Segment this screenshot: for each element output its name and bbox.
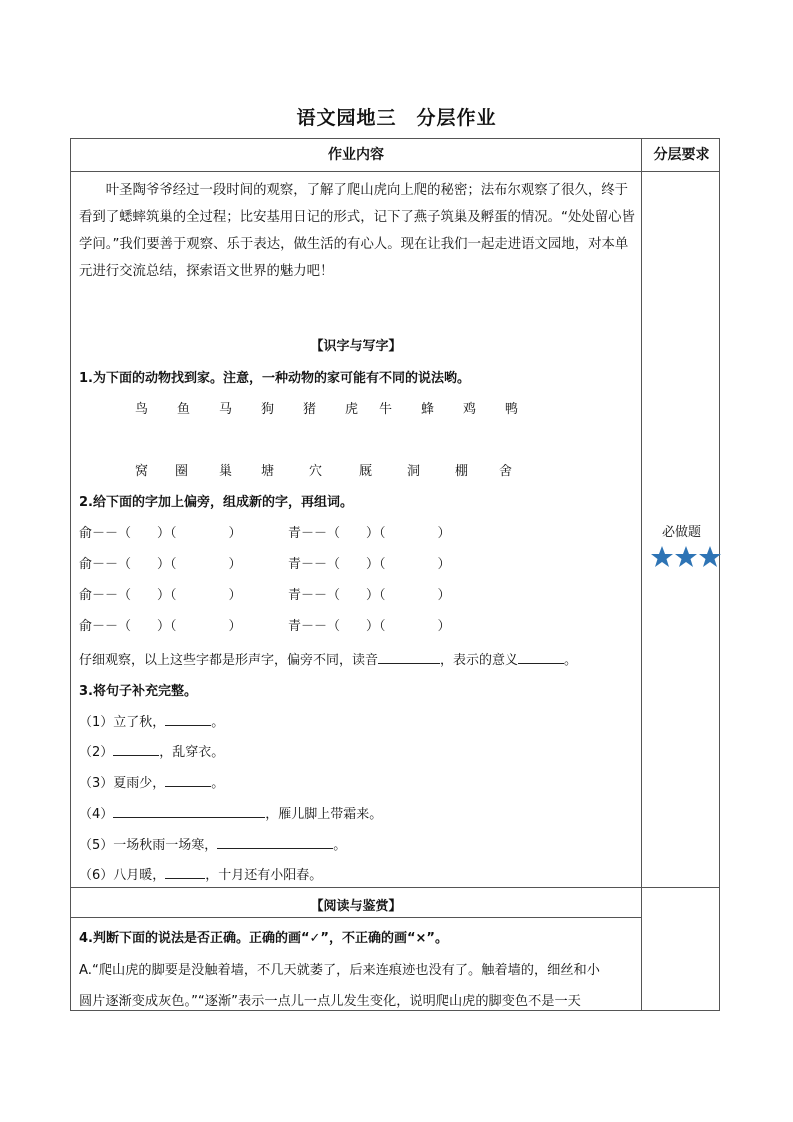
q3-item-text: （4） xyxy=(79,807,114,822)
q2-row-right: 青－－（ ）（ ） xyxy=(288,557,451,572)
q3-item-text: 。 xyxy=(211,715,225,730)
home-char: 舍 xyxy=(499,464,513,479)
q4-statement-line: 圆片逐渐变成灰色。”“逐渐”表示一点儿一点儿发生变化，说明爬山虎的脚变色不是一天 xyxy=(79,994,581,1009)
q2-row-left: 俞－－（ ）（ ） xyxy=(79,526,242,541)
q3-item-text: （6）八月暖， xyxy=(79,868,166,883)
q3-item-text: 。 xyxy=(333,838,347,853)
q4-prompt: 4.判断下面的说法是否正确。正确的画“✓”，不正确的画“×”。 xyxy=(79,931,448,946)
q1-prompt: 1.为下面的动物找到家。注意，一种动物的家可能有不同的说法哟。 xyxy=(79,371,470,386)
section-divider xyxy=(71,887,719,888)
q3-item-text: （5）一场秋雨一场寒， xyxy=(79,838,218,853)
q3-item xyxy=(79,864,322,883)
home-char: 圈 xyxy=(175,464,189,479)
animal-char: 虎 xyxy=(345,402,359,417)
home-char: 厩 xyxy=(359,464,373,479)
animal-char: 蜂 xyxy=(421,402,435,417)
page-title: 语文园地三 分层作业 xyxy=(296,107,497,129)
answer-blank[interactable] xyxy=(518,651,564,664)
q3-item xyxy=(79,741,224,760)
header-divider xyxy=(71,171,719,172)
answer-blank[interactable] xyxy=(165,713,211,726)
q2-row-left: 俞－－（ ）（ ） xyxy=(79,557,242,572)
q2-observe-text: 仔细观察，以上这些字都是形声字，偏旁不同，读音 xyxy=(79,653,379,668)
star-icon xyxy=(699,546,721,567)
animal-char: 牛 xyxy=(379,402,393,417)
animal-char: 鸡 xyxy=(463,402,477,417)
animal-char: 鱼 xyxy=(177,402,191,417)
q3-item-text: 。 xyxy=(211,776,225,791)
q2-observe-text: ，表示的意义 xyxy=(440,653,519,668)
homework-table xyxy=(70,138,720,1011)
answer-blank[interactable] xyxy=(378,651,440,664)
level-label: 必做题 xyxy=(661,525,701,540)
star-rating xyxy=(651,545,721,571)
q4-statement-line: A.“爬山虎的脚要是没触着墙，不几天就萎了，后来连痕迹也没有了。触着墙的，细丝和小 xyxy=(79,963,600,978)
q3-item-text: （1）立了秋， xyxy=(79,715,166,730)
q3-item-text: （2） xyxy=(79,745,114,760)
q2-observe xyxy=(79,649,577,668)
section-title-divider xyxy=(71,917,641,918)
answer-blank[interactable] xyxy=(217,836,333,849)
q2-row-left: 俞－－（ ）（ ） xyxy=(79,588,242,603)
star-icon xyxy=(651,546,673,567)
intro-paragraph: 叶圣陶爷爷经过一段时间的观察，了解了爬山虎向上爬的秘密；法布尔观察了很久，终于看到了蟋蟀筑巢的全过程；比安基用日记的形式，记下了燕子筑巢及孵蛋的情况。“处处留心皆学问。”我们要善于观察、乐于表达，做生活的有心人。现在让我们一起走进语文园地，对本单元进行交流总结，探索语文世界的魅力吧！ xyxy=(79,183,635,279)
q2-row-right: 青－－（ ）（ ） xyxy=(288,619,451,634)
answer-blank[interactable] xyxy=(165,774,211,787)
q3-item-text: ，十月还有小阳春。 xyxy=(205,868,323,883)
q3-item xyxy=(79,834,346,853)
home-char: 塘 xyxy=(261,464,275,479)
animal-char: 马 xyxy=(219,402,233,417)
home-char: 棚 xyxy=(455,464,469,479)
q3-item-text: ，乱穿衣。 xyxy=(159,745,225,760)
animal-char: 狗 xyxy=(261,402,275,417)
star-icon xyxy=(675,546,697,567)
home-char: 洞 xyxy=(407,464,421,479)
animal-char: 鸭 xyxy=(505,402,519,417)
home-char: 穴 xyxy=(309,464,323,479)
header-content: 作业内容 xyxy=(328,147,384,163)
q3-item xyxy=(79,772,224,791)
answer-blank[interactable] xyxy=(113,743,159,756)
q3-item xyxy=(79,711,224,730)
q3-item-text: （3）夏雨少， xyxy=(79,776,166,791)
animal-char: 猪 xyxy=(303,402,317,417)
answer-blank[interactable] xyxy=(113,805,265,818)
q3-item xyxy=(79,803,382,822)
answer-blank[interactable] xyxy=(165,866,205,879)
home-char: 巢 xyxy=(219,464,233,479)
home-char: 窝 xyxy=(135,464,149,479)
q2-prompt: 2.给下面的字加上偏旁，组成新的字，再组词。 xyxy=(79,495,353,510)
animal-char: 鸟 xyxy=(135,402,149,417)
section-title-reading: 【阅读与鉴赏】 xyxy=(310,899,402,914)
header-level: 分层要求 xyxy=(653,147,710,163)
q2-row-right: 青－－（ ）（ ） xyxy=(288,526,451,541)
column-divider xyxy=(641,139,642,1010)
q2-row-right: 青－－（ ）（ ） xyxy=(288,588,451,603)
q3-item-text: ，雁儿脚上带霜来。 xyxy=(265,807,383,822)
q3-prompt: 3.将句子补充完整。 xyxy=(79,684,197,699)
q2-row-left: 俞－－（ ）（ ） xyxy=(79,619,242,634)
section-title-literacy: 【识字与写字】 xyxy=(310,339,402,354)
q2-observe-text: 。 xyxy=(564,653,578,668)
